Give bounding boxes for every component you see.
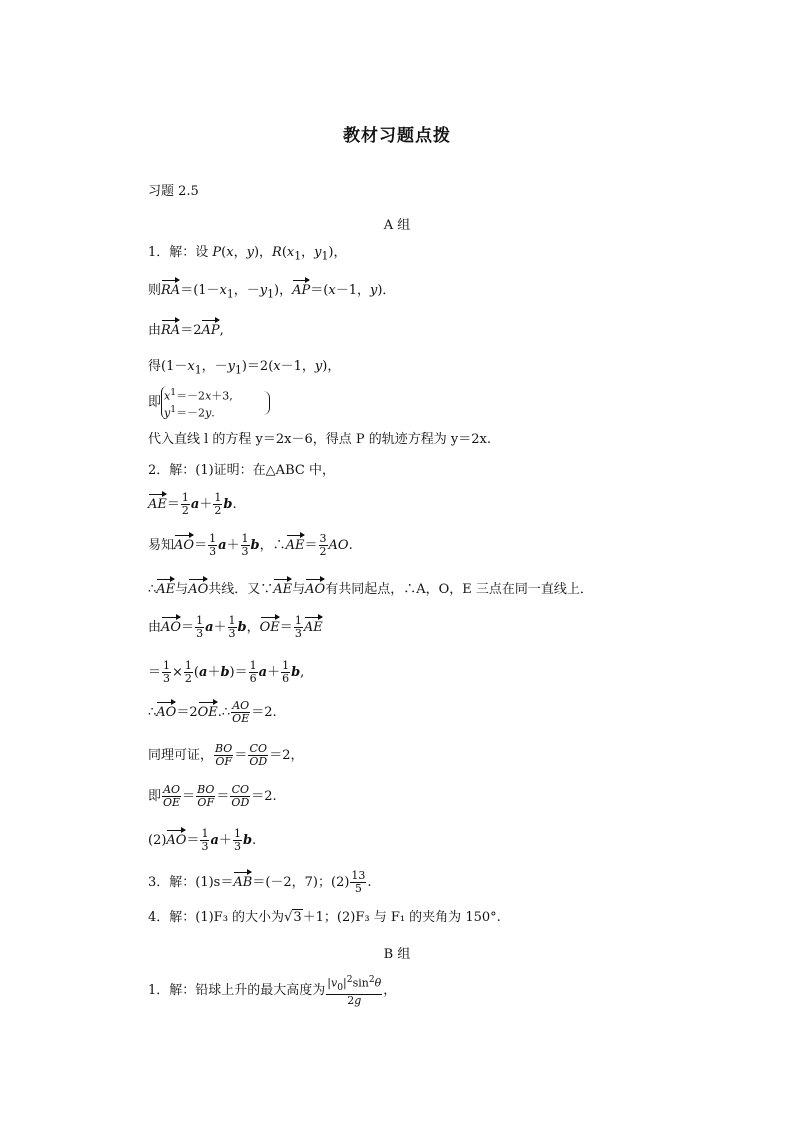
p2-line9: 即 $\frac{AO}{OE}$ ＝ $\frac{BO}{OF}$ ＝ $\frac{CO}{OD}$ ＝2. — [148, 783, 277, 809]
group-b-heading: B 组 — [383, 947, 411, 962]
p2-line4: ∴AE与AO共线．又∵AE与AO有共同起点，∴A，O，E 三点在同一直线上． — [148, 582, 593, 597]
b1-line: 1．解：铅球上升的最大高度为 $\frac{|v_0|^2\sin^2\theta}{2g}$ ， — [148, 974, 397, 1007]
p1-line5: 即 $x^1=-2x+3$, $y^1=-2y$. — [148, 386, 270, 419]
page-title: 教材习题点拨 — [343, 126, 451, 146]
p2-line3: 易知AO＝ $\frac{1}{3}$ a＋ $\frac{1}{3}$ b，∴AE＝ $\frac{3}{2}$ AO. — [148, 532, 353, 558]
p2-line10: (2)AO＝ $\frac{1}{3}$ a＋ $\frac{1}{3}$ b. — [148, 827, 257, 853]
p1-line3: 由RA＝2AP, — [148, 323, 224, 338]
p2-line6: ＝ $\frac{1}{3}$ × $\frac{1}{2}$ (a＋b)＝ $\frac{1}{6}$ a＋ $\frac{1}{6}$ b, — [148, 659, 305, 685]
p2-line2: AE＝ $\frac{1}{2}$ a＋ $\frac{1}{2}$ b. — [148, 491, 237, 517]
p2-line7: ∴AO＝2OE.∴ $\frac{AO}{OE}$ ＝2. — [148, 699, 277, 725]
p2-line8: 同理可证， $\frac{BO}{OF}$ ＝ $\frac{CO}{OD}$ ＝2， — [148, 742, 304, 768]
group-a-heading: A 组 — [383, 218, 411, 233]
p1-line1: 1．解：设 P(x，y)，$R(x_1$，$y_1$)， — [148, 245, 347, 263]
p1-line6: 代入直线 l 的方程 y＝2x－6，得点 P 的轨迹方程为 y＝2x. — [148, 432, 491, 447]
section-heading: 习题 2.5 — [148, 184, 199, 199]
p1-line4: 得($1-x_1$，$-y_1)=2(x-1$，y)， — [148, 359, 341, 377]
p4-line: 4．解：(1)F₃ 的大小为√3＋1；(2)F₃ 与 F₁ 的夹角为 150°. — [148, 910, 501, 925]
p2-line1: 2．解：(1)证明：在△ABC 中， — [148, 463, 335, 478]
p3-line: 3．解：(1)s＝AB＝(－2，7)；(2) $\frac{13}{5}$ . — [148, 869, 372, 895]
p2-line5: 由AO＝ $\frac{1}{3}$ a＋ $\frac{1}{3}$ b，OE＝ $\frac{1}{3}$ AE — [148, 614, 323, 640]
p1-line2: 则$RA=(1-x_1$，$-y_1$)，AP＝(x－1，y)． — [148, 283, 396, 301]
